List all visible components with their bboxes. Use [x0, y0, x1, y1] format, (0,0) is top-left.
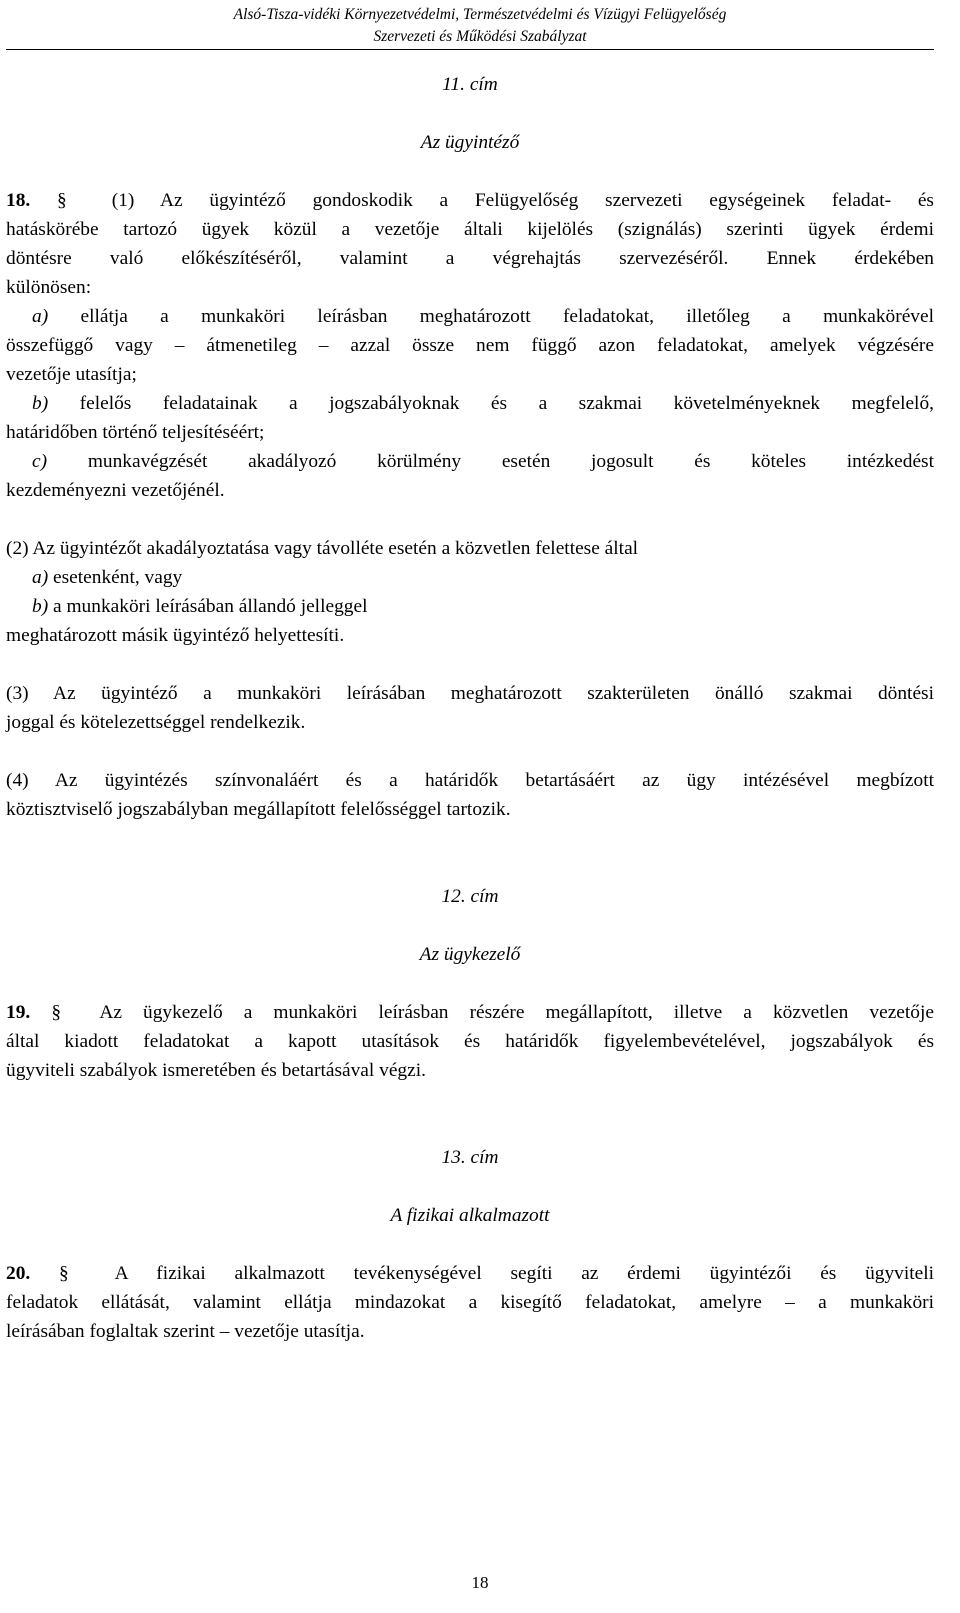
paragraph-line: döntésre való előkészítéséről, valamint a végrehajtás szervezéséről. Ennek érdekében: [6, 248, 934, 269]
section-number: 11. cím: [442, 74, 498, 95]
paragraph-line: vezetője utasítja;: [6, 364, 137, 385]
list-label: a): [32, 306, 49, 327]
paragraph-text: (1) Az ügyintéző gondoskodik a Felügyelőség szervezeti egységeinek feladat- és: [111, 190, 934, 211]
paragraph-line: meghatározott másik ügyintéző helyettesíti.: [6, 625, 345, 646]
list-text: a munkaköri leírásában állandó jelleggel: [53, 596, 368, 617]
list-label: b): [32, 596, 49, 617]
paragraph-20: [6, 1259, 934, 1346]
list-text: esetenként, vagy: [53, 567, 183, 588]
paragraph-line: köztisztviselő jogszabályban megállapított felelősséggel tartozik.: [6, 799, 511, 820]
paragraph-number: 19.: [6, 1002, 31, 1023]
section-title: Az ügyintéző: [420, 132, 520, 153]
page-number: 18: [471, 1573, 489, 1592]
header-organization: Alsó-Tisza-vidéki Környezetvédelmi, Természetvédelmi és Vízügyi Felügyelőség: [233, 6, 727, 23]
paragraph-18: [6, 186, 934, 824]
paragraph-number: 20.: [6, 1263, 31, 1284]
list-item-a: [6, 302, 934, 331]
list-item-b: [6, 389, 934, 418]
list-label: a): [32, 567, 49, 588]
paragraph-line: különösen:: [6, 277, 92, 298]
page-header: [0, 0, 960, 48]
paragraph-line: [6, 186, 934, 215]
paragraph-line: összefüggő vagy – átmenetileg – azzal össze nem függő azon feladatokat, amelyek végzésére: [6, 335, 934, 356]
paragraph-line: [6, 998, 934, 1027]
paragraph-19: [6, 998, 934, 1085]
section-title: A fizikai alkalmazott: [390, 1205, 550, 1226]
document-body: [6, 70, 934, 1346]
paragraph-text: A fizikai alkalmazott tevékenységével segíti az érdemi ügyintézői és ügyviteli: [114, 1263, 935, 1284]
list-text: munkavégzését akadályozó körülmény esetén jogosult és köteles intézkedést: [87, 451, 934, 472]
paragraph-line: ügyviteli szabályok ismeretében és betartásával végzi.: [6, 1060, 426, 1081]
list-item-a: [6, 563, 934, 592]
section-sign: §: [57, 190, 67, 211]
subsection-2: (2) Az ügyintézőt akadályoztatása vagy távolléte esetén a közvetlen felettese által: [6, 538, 639, 559]
header-divider: [6, 49, 934, 50]
paragraph-line: határidőben történő teljesítéséért;: [6, 422, 265, 443]
section-sign: §: [51, 1002, 62, 1023]
section-sign: §: [58, 1263, 69, 1284]
header-document-title: Szervezeti és Működési Szabályzat: [373, 28, 587, 45]
subsection-4: (4) Az ügyintézés színvonaláért és a határidők betartásáért az ügy intézésével megbízott: [6, 770, 934, 791]
paragraph-line: [6, 1259, 934, 1288]
subsection-3: (3) Az ügyintéző a munkaköri leírásában meghatározott szakterületen önálló szakmai döntési: [6, 683, 934, 704]
section-title: Az ügykezelő: [419, 944, 521, 965]
list-text: felelős feladatainak a jogszabályoknak és a szakmai követelményeknek megfelelő,: [79, 393, 934, 414]
list-label: c): [32, 451, 48, 472]
list-item-c: [6, 447, 934, 476]
paragraph-line: kezdeményezni vezetőjénél.: [6, 480, 225, 501]
paragraph-text: Az ügykezelő a munkaköri leírásban részére megállapított, illetve a közvetlen vezetője: [99, 1002, 934, 1023]
paragraph-line: feladatok ellátását, valamint ellátja mindazokat a kisegítő feladatokat, amelyre – a munkaköri: [6, 1292, 934, 1313]
paragraph-line: hatáskörébe tartozó ügyek közül a vezetője általi kijelölés (szignálás) szerinti ügyek érdemi: [6, 219, 934, 240]
paragraph-line: joggal és kötelezettséggel rendelkezik.: [6, 712, 306, 733]
paragraph-number: 18.: [6, 190, 31, 211]
list-label: b): [32, 393, 49, 414]
list-item-b: [6, 592, 934, 621]
section-number: 12. cím: [441, 886, 499, 907]
paragraph-line: leírásában foglaltak szerint – vezetője utasítja.: [6, 1321, 365, 1342]
list-text: ellátja a munkaköri leírásban meghatározott feladatokat, illetőleg a munkakörével: [80, 306, 934, 327]
section-number: 13. cím: [441, 1147, 499, 1168]
paragraph-line: által kiadott feladatokat a kapott utasítások és határidők figyelembevételével, jogszabályok és: [6, 1031, 934, 1052]
